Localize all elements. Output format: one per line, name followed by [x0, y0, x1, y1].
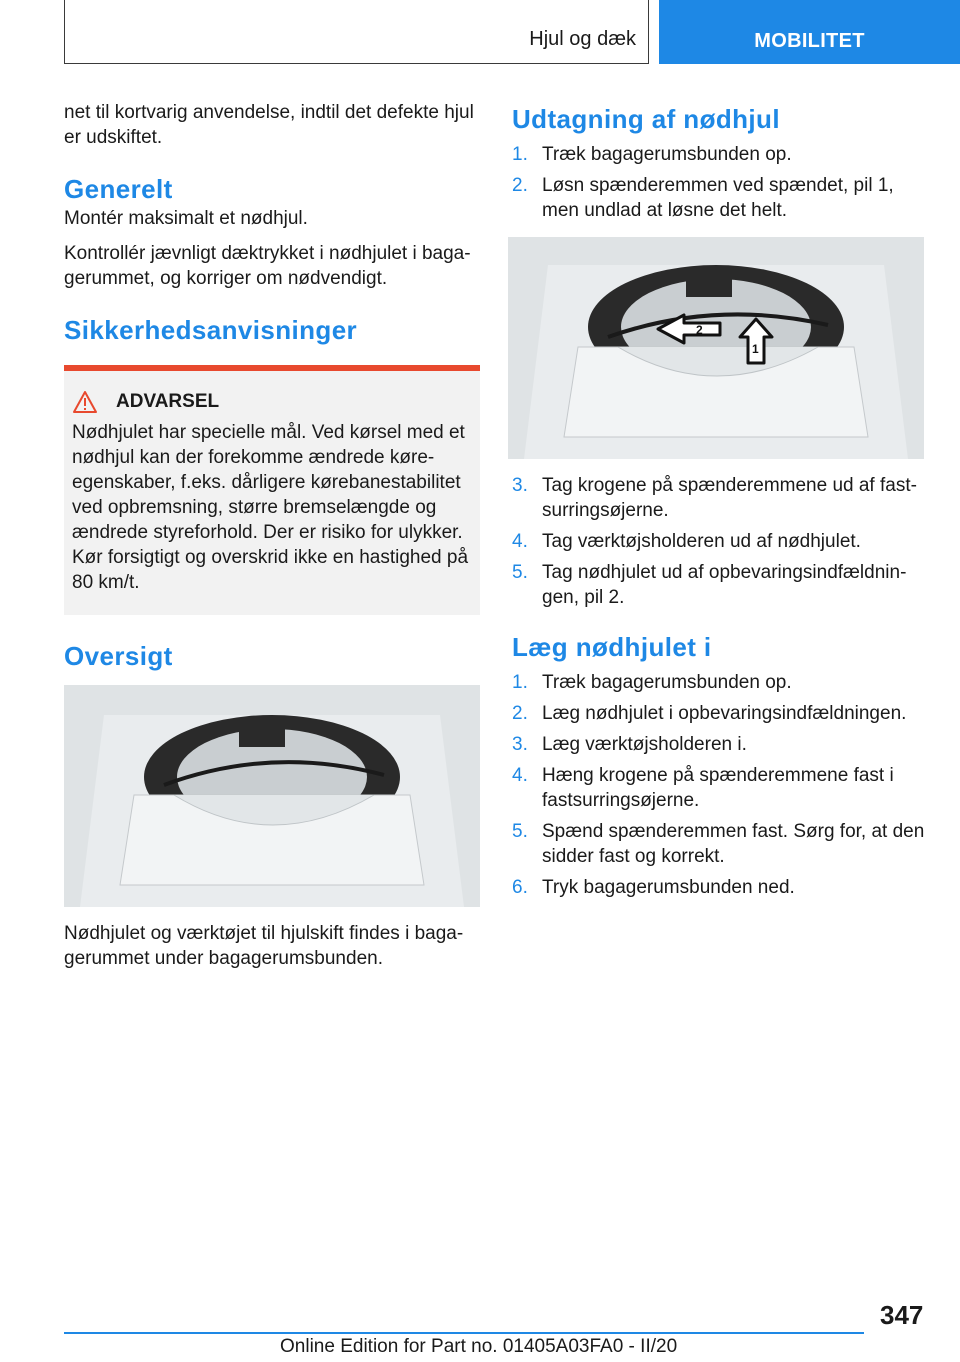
warning-title: ADVARSEL	[116, 391, 220, 412]
remove-steps-list-b	[512, 473, 928, 610]
list-item	[512, 173, 928, 223]
step-number: 5.	[512, 821, 528, 842]
arrow-1-label: 1	[752, 342, 759, 356]
list-item	[512, 560, 928, 610]
intro-text: net til kortvarig anvendelse, indtil det defekte hjul er udskiftet.	[64, 102, 474, 148]
remove-heading: Udtagning af nødhjul	[512, 104, 780, 134]
list-item	[512, 529, 928, 554]
general-text-1: Montér maksimalt et nødhjul.	[64, 208, 308, 229]
strap-release-photo	[508, 237, 924, 459]
trunk-illustration	[64, 685, 480, 907]
insert-heading: Læg nødhjulet i	[512, 632, 712, 662]
general-heading: Generelt	[64, 174, 173, 204]
list-item	[512, 473, 928, 523]
spare-wheel-photo	[64, 685, 480, 907]
general-text-2: Kontrollér jævnligt dæktrykket i nødhjulet i bagagerummet, og korriger om nødvendigt.	[64, 243, 471, 289]
step-text: Træk bagagerumsbunden op.	[542, 672, 792, 693]
step-text: Spænd spænderemmen fast. Sørg for, at den sidder fast og korrekt.	[542, 821, 925, 867]
safety-heading: Sikkerhedsanvisninger	[64, 315, 358, 345]
warning-triangle-icon	[72, 390, 98, 414]
footer-edition: Online Edition for Part no. 01405A03FA0 - II/20	[280, 1336, 678, 1357]
warning-box	[64, 365, 480, 615]
step-number: 4.	[512, 531, 528, 552]
step-text: Læg værktøjsholderen i.	[542, 734, 747, 755]
step-text: Tryk bagagerumsbunden ned.	[542, 877, 795, 898]
trunk-arrows-illustration	[508, 237, 924, 459]
step-number: 3.	[512, 475, 528, 496]
step-text: Træk bagagerumsbunden op.	[542, 144, 792, 165]
left-column	[64, 100, 480, 981]
step-text: Læg nødhjulet i opbevaringsindfældningen.	[542, 703, 907, 724]
step-number: 1.	[512, 672, 528, 693]
header-section-tab	[64, 0, 649, 64]
page-number: 347	[880, 1300, 924, 1330]
step-text: Tag nødhjulet ud af opbevaringsindfældningen, pil 2.	[542, 562, 907, 608]
chapter-tab: MOBILITET	[659, 0, 960, 64]
step-number: 4.	[512, 765, 528, 786]
section-title: Hjul og dæk	[529, 28, 636, 50]
list-item	[512, 763, 928, 813]
list-item	[512, 875, 928, 900]
step-number: 2.	[512, 175, 528, 196]
overview-caption: Nødhjulet og værktøjet til hjulskift findes i bagagerummet under bagagerumsbunden.	[64, 923, 464, 969]
overview-heading: Oversigt	[64, 641, 173, 671]
insert-steps-list	[512, 670, 928, 900]
list-item	[512, 819, 928, 869]
footer-divider	[64, 1332, 864, 1334]
right-column	[512, 100, 928, 906]
step-number: 1.	[512, 144, 528, 165]
list-item	[512, 670, 928, 695]
step-number: 5.	[512, 562, 528, 583]
list-item	[512, 732, 928, 757]
step-text: Tag krogene på spænderemmene ud af fastsurringsøjerne.	[542, 475, 917, 521]
step-number: 2.	[512, 703, 528, 724]
list-item	[512, 701, 928, 726]
step-text: Hæng krogene på spænderemmene fast i fastsurringsøjerne.	[542, 765, 894, 811]
warning-header	[72, 389, 472, 414]
arrow-2-label: 2	[696, 323, 703, 337]
warning-text: Nødhjulet har specielle mål. Ved kørsel med et nødhjul kan der forekomme ændrede køreegenskaber, f.eks. dårligere kørebanestabilitet ved opbremsning, større bremselængde og ændrede styreforhold. Der er risiko for ulykker. Kør forsigtigt og overskrid ikke en hastighed på 80 km/t.	[72, 422, 469, 593]
step-number: 3.	[512, 734, 528, 755]
list-item	[512, 142, 928, 167]
step-text: Tag værktøjsholderen ud af nødhjulet.	[542, 531, 861, 552]
remove-steps-list-a	[512, 142, 928, 223]
step-text: Løsn spænderemmen ved spændet, pil 1, men undlad at løsne det helt.	[542, 175, 894, 221]
step-number: 6.	[512, 877, 528, 898]
